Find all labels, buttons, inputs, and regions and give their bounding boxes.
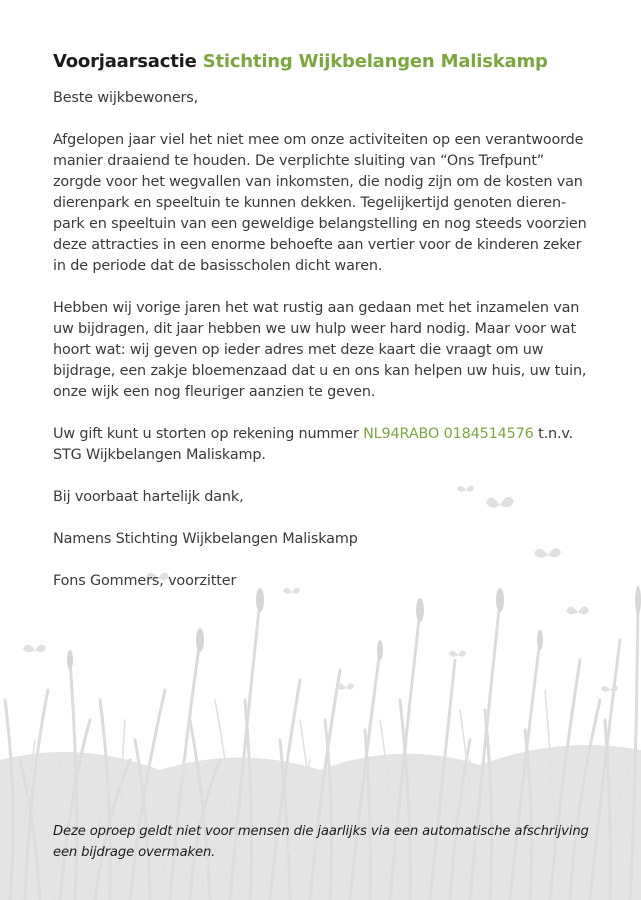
title-prefix: Voorjaarsactie: [53, 51, 197, 72]
title-organization: Stichting Wijkbelangen Maliskamp: [202, 51, 548, 72]
on-behalf-line: Namens Stichting Wijkbelangen Maliskamp: [53, 531, 358, 547]
donation-prefix: Uw gift kunt u storten op rekening nummer: [53, 426, 359, 442]
signature-line: Fons Gommers, voorzitter: [53, 573, 237, 589]
iban-number: NL94RABO 0184514576: [363, 426, 534, 442]
page-title: [53, 50, 593, 74]
donation-suffix: t.n.v. STG Wijkbelangen Maliskamp.: [53, 426, 574, 463]
footnote: Deze oproep geldt niet voor mensen die jaarlijks via een automatische afschrijving een bijdrage overmaken.: [53, 824, 589, 860]
greeting: Beste wijkbewoners,: [53, 90, 199, 106]
thanks-line: Bij voorbaat hartelijk dank,: [53, 489, 244, 505]
paragraph-donation: [53, 424, 593, 466]
paragraph-situation: Afgelopen jaar viel het niet mee om onze activiteiten op een verantwoorde manier draaiend te houden. De verplichte sluiting van “Ons Trefpunt” zorgde voor het wegvallen van inkomsten, die nodig zijn om de kosten van dierenpark en speeltuin te kunnen dekken. Tegelijkertijd genoten dieren-park en speeltuin van een geweldige belangstelling en nog steeds voorzien deze attracties in een enorme behoefte aan vertier voor de kinderen zeker in de periode dat de basisscholen dicht waren.: [53, 132, 587, 274]
paragraph-request: Hebben wij vorige jaren het wat rustig aan gedaan met het inzamelen van uw bijdragen, dit jaar hebben we uw hulp weer hard nodig. Maar voor wat hoort wat: wij geven op ieder adres met deze kaart die vraagt om uw bijdrage, een zakje bloemenzaad dat u en ons kan helpen uw huis, uw tuin, onze wijk een nog fleuriger aanzien te geven.: [53, 300, 587, 400]
letter-body: [53, 50, 593, 613]
